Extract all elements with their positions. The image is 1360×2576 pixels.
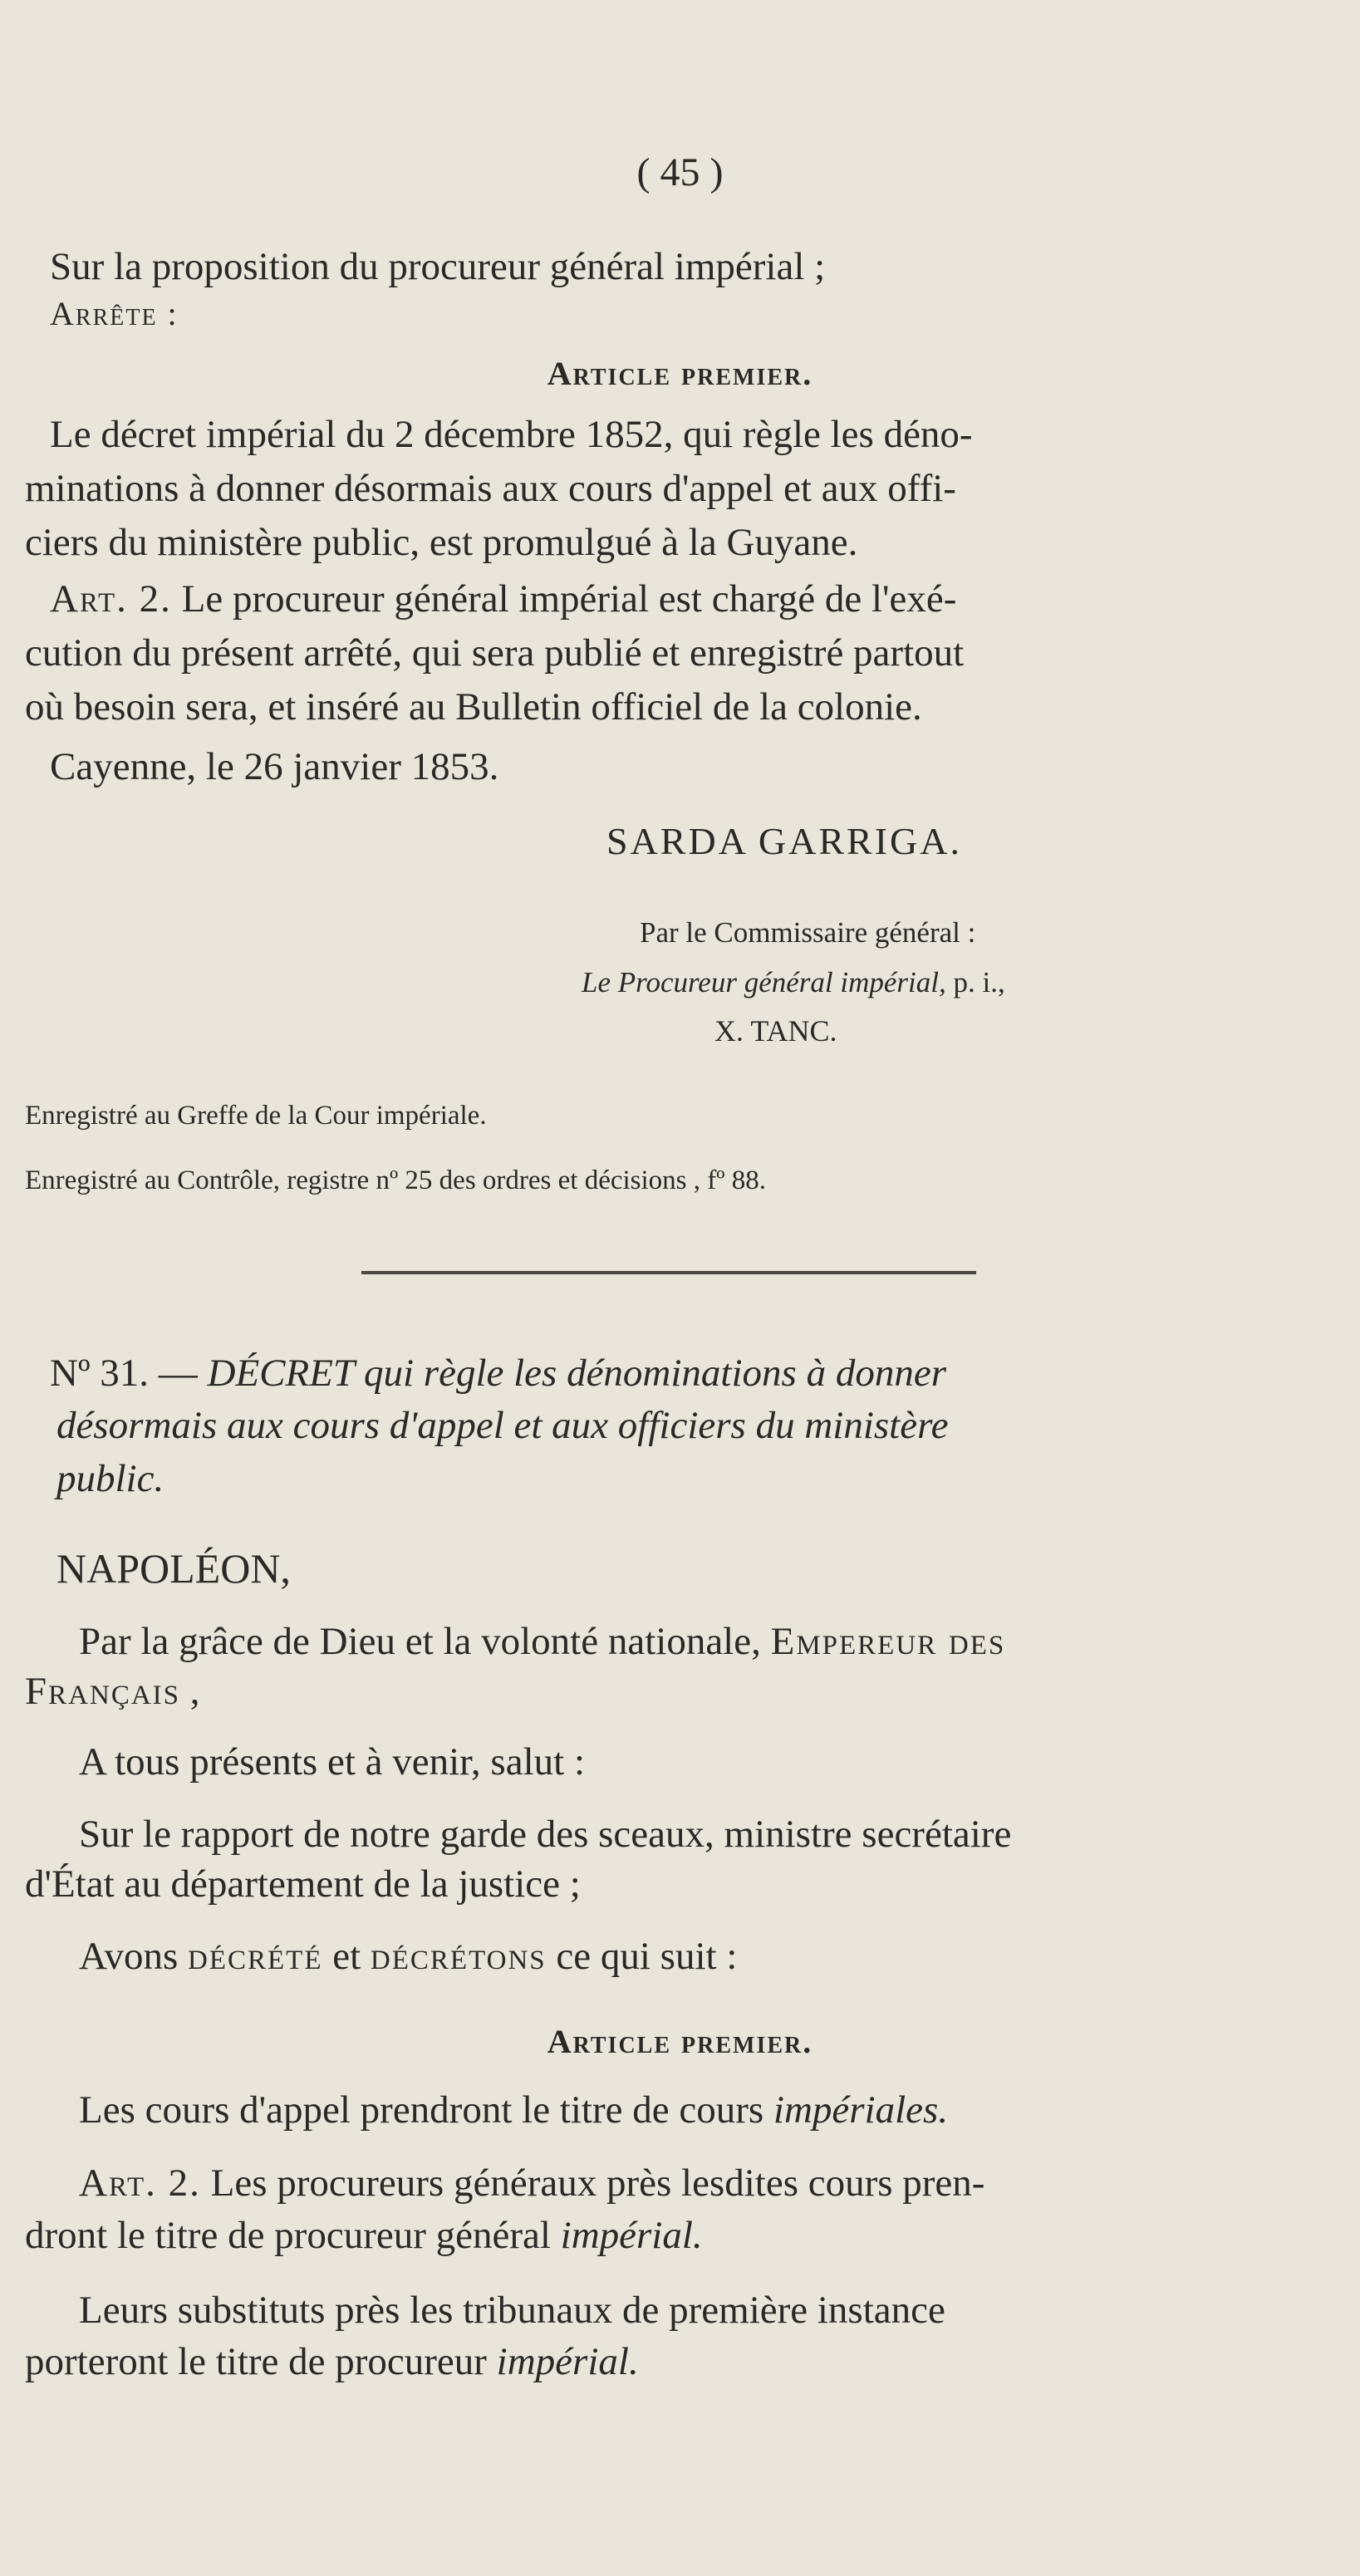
art2-line: cution du présent arrêté, qui sera publié et enregistré partout: [25, 631, 965, 675]
francais-word: Français: [25, 1670, 180, 1713]
decree-title-word: DÉCRET: [207, 1352, 355, 1395]
francais-line: [25, 1668, 200, 1715]
signatory: SARDA GARRIGA.: [606, 820, 962, 862]
procureur-suffix: p. i.,: [945, 966, 1005, 999]
decree-art2-text: Les procureurs généraux près lesdites cours pren-: [200, 2161, 985, 2205]
substituts-text: porteront le titre de procureur: [25, 2340, 497, 2383]
rapport-line: Sur le rapport de notre garde des sceaux, ministre secrétaire: [79, 1813, 1012, 1856]
art2-text: Le procureur général impérial est chargé de l'exé-: [181, 577, 957, 621]
decree-title-line: désormais aux cours d'appel et aux officiers du ministère: [56, 1404, 949, 1447]
decree-title-line: [50, 1350, 946, 1396]
decree-art2-label: Art. 2.: [79, 2161, 201, 2205]
art2-line: [50, 576, 956, 622]
avons-text: Avons: [79, 1935, 188, 1978]
proposition-line: Sur la proposition du procureur général impérial ;: [50, 245, 826, 288]
enregistre-controle: Enregistré au Contrôle, registre nº 25 des ordres et décisions , fº 88.: [25, 1165, 766, 1195]
avons-text: ce qui suit :: [546, 1935, 738, 1978]
art1-line: ciers du ministère public, est promulgué à la Guyane.: [25, 521, 858, 564]
art1-line: Le décret impérial du 2 décembre 1852, qui règle les déno-: [50, 413, 973, 456]
date-line: Cayenne, le 26 janvier 1853.: [50, 745, 499, 788]
substituts-line: Leurs substituts près les tribunaux de première instance: [79, 2289, 945, 2332]
decree-art2-text: dront le titre de procureur général: [25, 2214, 561, 2257]
avons-line: [79, 1933, 737, 1980]
decree-title-line: public.: [56, 1457, 164, 1500]
par-commissaire: Par le Commissaire général :: [640, 916, 976, 949]
napoleon: NAPOLÉON,: [56, 1545, 291, 1592]
procureur-line: [582, 959, 1005, 1006]
decree-number: Nº 31. —: [50, 1352, 198, 1395]
enregistre-greffe: Enregistré au Greffe de la Cour impériale.: [25, 1101, 487, 1131]
decree-title-text: qui règle les dénominations à donner: [354, 1352, 946, 1395]
salut-line: A tous présents et à venir, salut :: [79, 1740, 586, 1784]
decree-art1-italic: impériales.: [773, 2088, 949, 2132]
decree-art1-text: Les cours d'appel prendront le titre de cours: [79, 2088, 773, 2132]
avons-text: et: [322, 1935, 371, 1978]
arrete-label: Arrête :: [50, 295, 179, 332]
procureur-name: X. TANC.: [714, 1014, 837, 1048]
decretons-word: décrétons: [370, 1935, 547, 1978]
rapport-line: d'État au département de la justice ;: [25, 1862, 581, 1906]
decree-art2-line: [79, 2160, 984, 2206]
decree-article-premier-heading: Article premier.: [547, 2023, 813, 2060]
empereur-title: Empereur des: [770, 1620, 1006, 1663]
substituts-line: [25, 2338, 639, 2385]
procureur-title: Le Procureur général impérial,: [582, 966, 946, 999]
page-number: ( 45 ): [636, 150, 724, 194]
decree-art2-italic: impérial.: [560, 2214, 703, 2257]
grace-line: [79, 1618, 1005, 1665]
francais-suffix: ,: [180, 1670, 200, 1713]
art2-label: Art. 2.: [50, 577, 172, 621]
art2-line: où besoin sera, et inséré au Bulletin officiel de la colonie.: [25, 685, 922, 729]
art1-line: minations à donner désormais aux cours d'appel et aux offi-: [25, 467, 956, 510]
section-divider: [361, 1271, 976, 1274]
decrete-word: décrété: [188, 1935, 323, 1978]
substituts-italic: impérial.: [496, 2340, 639, 2383]
grace-text: Par la grâce de Dieu et la volonté nationale,: [79, 1620, 771, 1663]
decree-art1-line: [79, 2087, 948, 2133]
decree-art2-line: [25, 2212, 703, 2259]
article-premier-heading: Article premier.: [547, 355, 813, 392]
